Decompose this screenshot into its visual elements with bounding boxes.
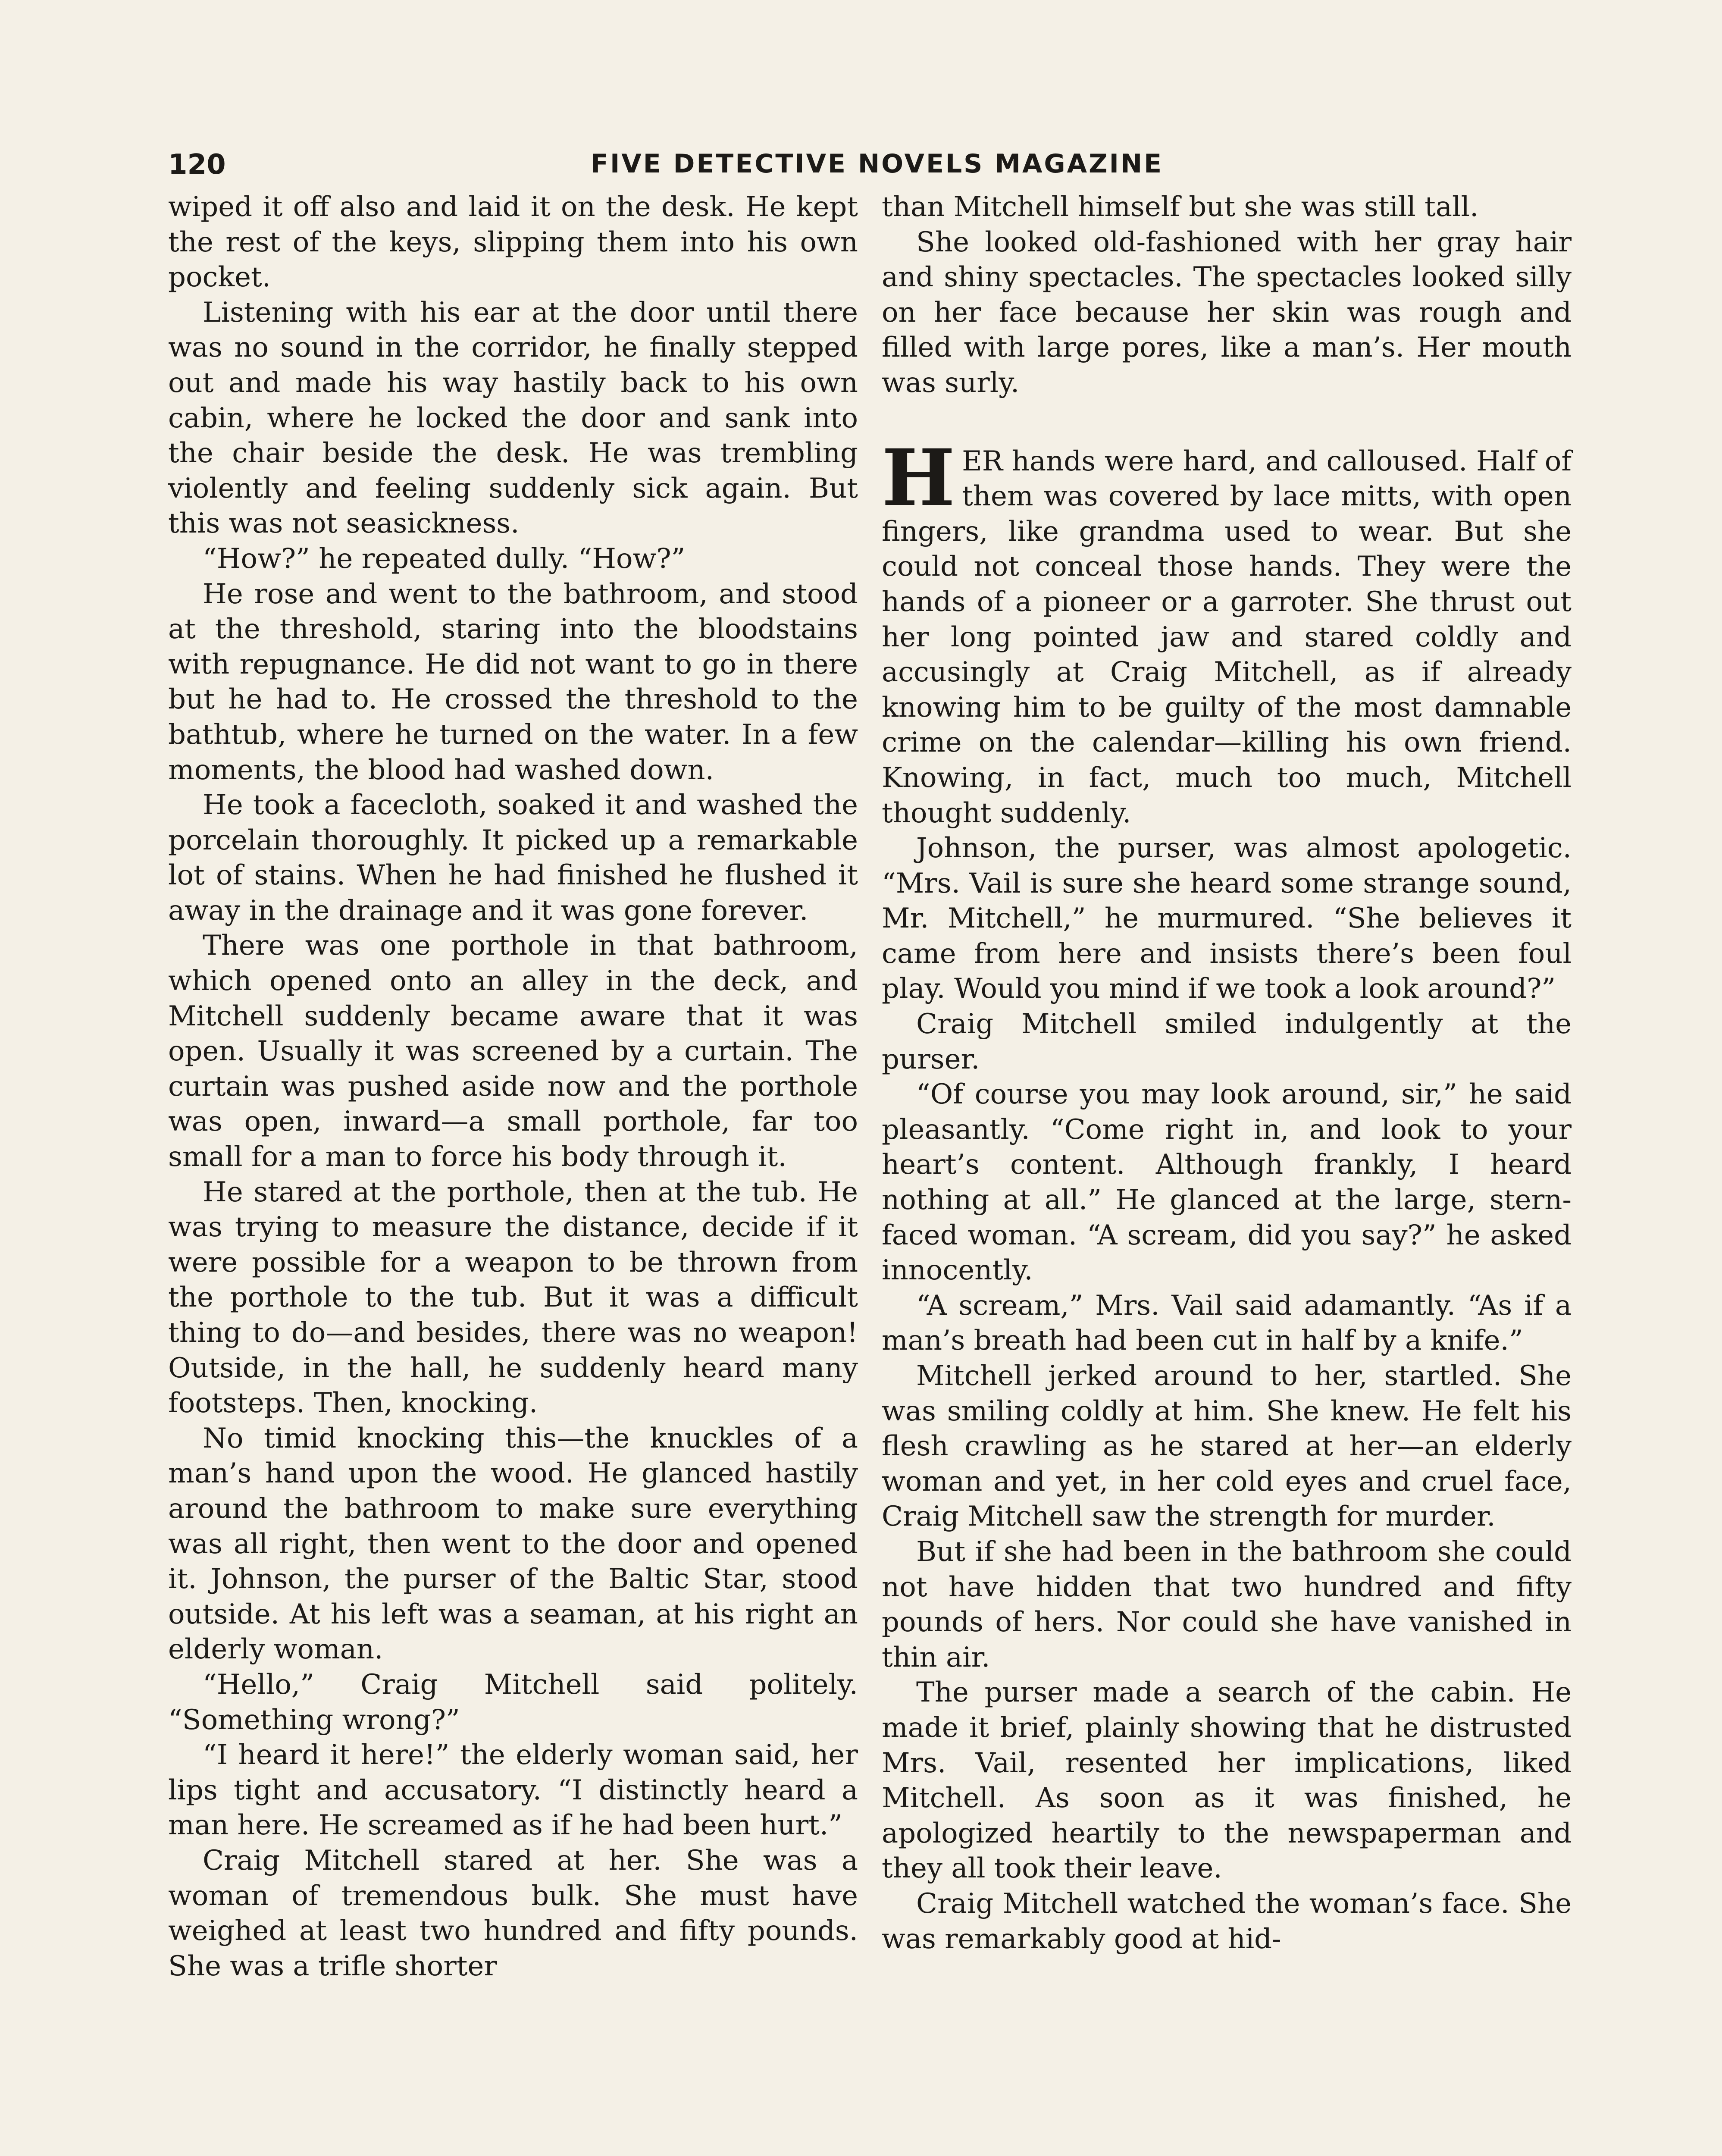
paragraph: “A scream,” Mrs. Vail said adamantly. “As if a man’s breath had been cut in half by a knife.” [882,1289,1572,1357]
paragraph: Craig Mitchell smiled indulgently at the purser. [882,1008,1572,1075]
section-opening-text: ER hands were hard, and calloused. Half of them was covered by lace mitts, with open fingers, like grandma used to wear. But she could not conceal those hands. They were the hands of a pioneer or a garroter. She thrust out her long pointed jaw and stared coldly and accusingly at Craig Mitchell, as if already knowing him to be guilty of the most damnable crime on the calendar—killing his own friend. Knowing, in fact, much too much, Mitchell thought suddenly. [882,445,1572,829]
paragraph: Johnson, the purser, was almost apologetic. “Mrs. Vail is sure she heard some strange sound, Mr. Mitchell,” he murmured. “She believes it came from here and insists there’s been foul play. Would you mind if we took a look around?” [882,832,1572,1005]
running-head: FIVE DETECTIVE NOVELS MAGAZINE [591,149,1164,179]
section-opening-paragraph [882,432,1572,831]
paragraph: He stared at the porthole, then at the tub. He was trying to measure the distance, decide if it were possible for a weapon to be thrown from the porthole to the tub. But it was a difficult thing to do—and besides, there was no weapon! Outside, in the hall, he suddenly heard many footsteps. Then, knocking. [168,1176,858,1420]
paragraph: She looked old-fashioned with her gray hair and shiny spectacles. The spectacles looked silly on her face because her skin was rough and filled with large pores, like a man’s. Her mouth was surly. [882,226,1572,399]
paragraph: “Hello,” Craig Mitchell said politely. “Something wrong?” [168,1668,858,1736]
paragraph: Craig Mitchell watched the woman’s face. She was remarkably good at hid- [882,1887,1572,1955]
page-number: 120 [168,149,226,181]
drop-cap: H [882,432,955,523]
paragraph: There was one porthole in that bathroom, which opened onto an alley in the deck, and Mitchell suddenly became aware that it was open. Usually it was screened by a curtain. The curtain was pushed aside now and the porthole was open, inward—a small porthole, far too small for a man to force his body through it. [168,930,858,1173]
paragraph: Mitchell jerked around to her, startled. She was smiling coldly at him. She knew. He felt his flesh crawling as he stared at her—an elderly woman and yet, in her cold eyes and cruel face, Craig Mitchell saw the strength for murder. [882,1360,1572,1533]
paragraph: than Mitchell himself but she was still tall. [882,191,1479,223]
paragraph: Listening with his ear at the door until there was no sound in the corridor, he finally stepped out and made his way hastily back to his own cabin, where he locked the door and sank into the chair beside the desk. He was trembling violently and feeling suddenly sick again. But this was not seasickness. [168,296,858,540]
paragraph: “How?” he repeated dully. “How?” [203,542,686,575]
paragraph: wiped it off also and laid it on the desk. He kept the rest of the keys, slipping them into his own pocket. [168,191,858,294]
paragraph: He took a facecloth, soaked it and washed the porcelain thoroughly. It picked up a remarkable lot of stains. When he had finished he flushed it away in the drainage and it was gone forever. [168,789,858,927]
left-column [168,190,858,1984]
paragraph: The purser made a search of the cabin. He made it brief, plainly showing that he distrusted Mrs. Vail, resented her implications, liked Mitchell. As soon as it was finished, he apologized heartily to the newspaperman and they all took their leave. [882,1677,1572,1885]
paragraph: He rose and went to the bathroom, and stood at the threshold, staring into the bloodstains with repugnance. He did not want to go in there but he had to. He crossed the threshold to the bathtub, where he turned on the water. In a few moments, the blood had washed down. [168,578,858,786]
paragraph: “I heard it here!” the elderly woman said, her lips tight and accusatory. “I distinctly heard a man here. He screamed as if he had been hurt.” [168,1739,858,1842]
paragraph: But if she had been in the bathroom she could not have hidden that two hundred and fifty pounds of hers. Nor could she have vanished in thin air. [882,1536,1572,1673]
right-column [882,190,1572,1957]
paragraph: “Of course you may look around, sir,” he said pleasantly. “Come right in, and look to your heart’s content. Although frankly, I heard nothing at all.” He glanced at the large, stern-faced woman. “A scream, did you say?” he asked innocently. [882,1078,1572,1287]
paragraph: Craig Mitchell stared at her. She was a woman of tremendous bulk. She must have weighed at least two hundred and fifty pounds. She was a trifle shorter [168,1844,858,1982]
paragraph: No timid knocking this—the knuckles of a man’s hand upon the wood. He glanced hastily around the bathroom to make sure everything was all right, then went to the door and opened it. Johnson, the purser of the Baltic Star, stood outside. At his left was a seaman, at his right an elderly woman. [168,1422,858,1666]
